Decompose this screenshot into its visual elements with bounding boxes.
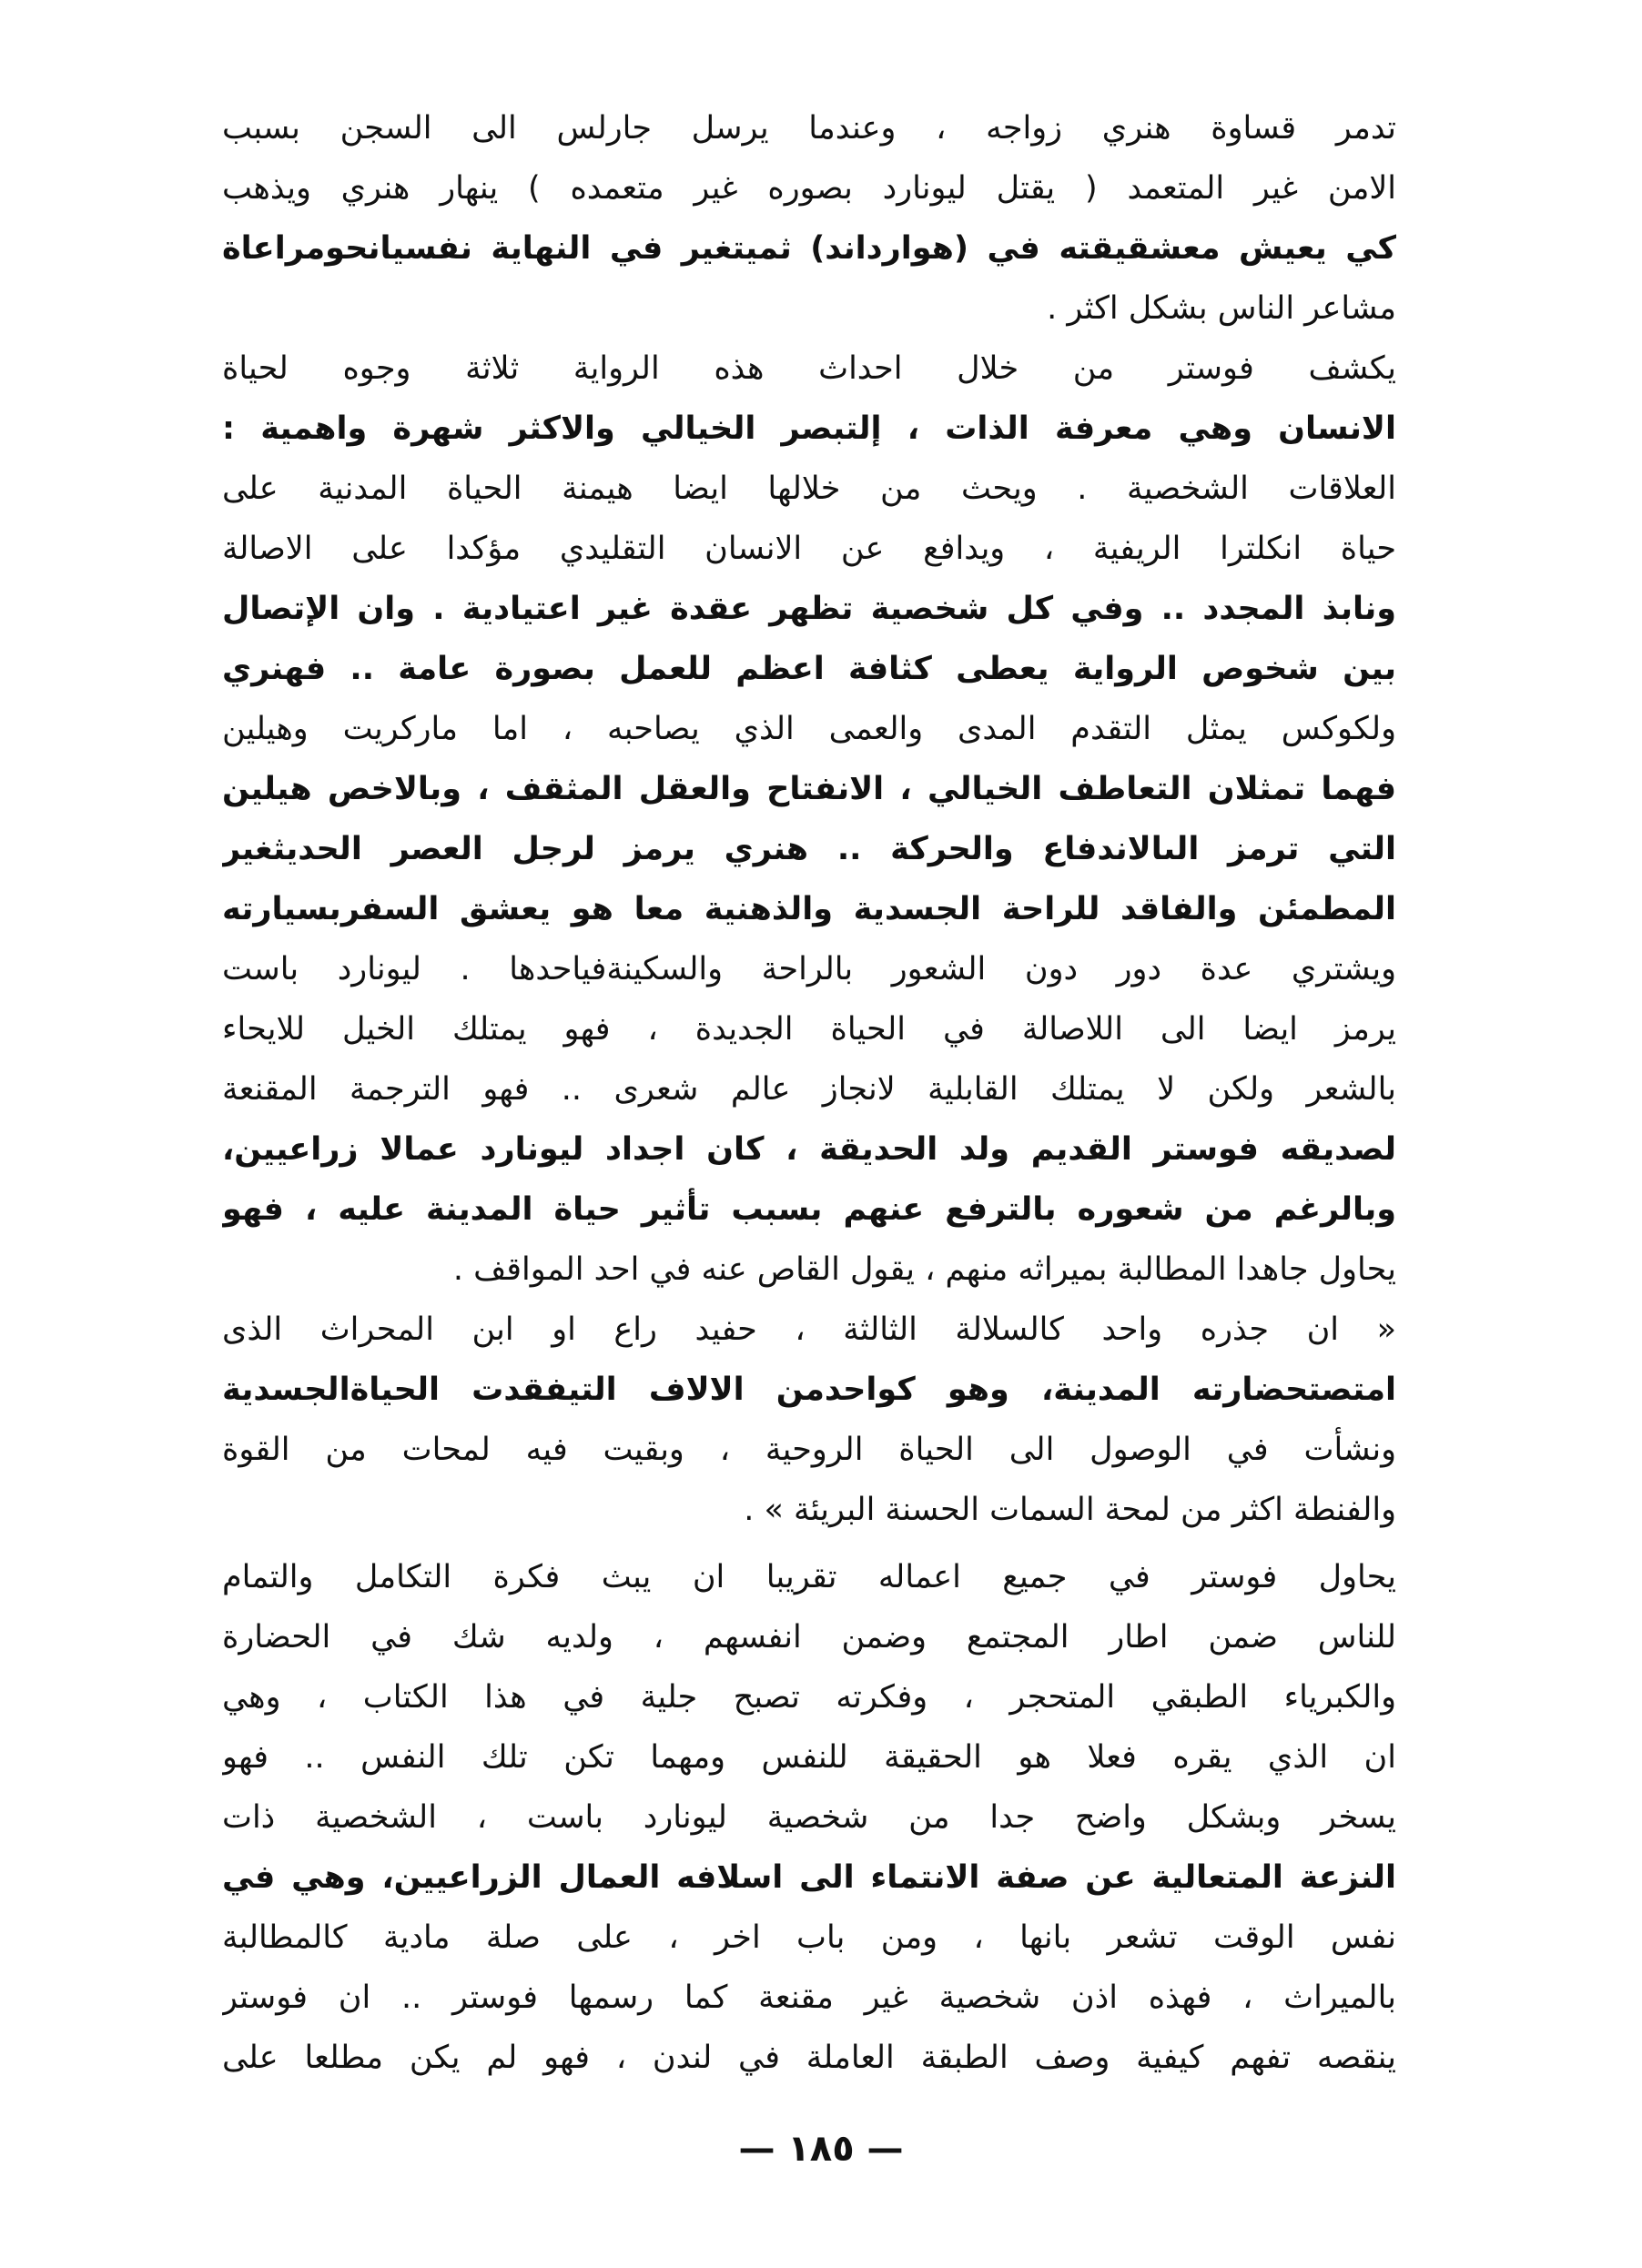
text-line: الامن غير المتعمد ( يقتل ليونارد بصوره غير متعمده ) ينهار هنري ويذهب — [222, 170, 1396, 207]
text-line: والكبرياء الطبقي المتحجر ، وفكرته تصبح جلية في هذا الكتاب ، وهي — [222, 1679, 1396, 1716]
text-line: يحاول جاهدا المطالبة بميراثه منهم ، يقول القاص عنه في احد المواقف . — [452, 1251, 1396, 1288]
text-line: النزعة المتعالية عن صفة الانتماء الى اسلافه العمال الزراعيين، وهي في — [222, 1859, 1396, 1896]
text-line: ويشتري عدة دور دون الشعور بالراحة والسكينةفياحدها . ليونارد باست — [222, 951, 1396, 987]
text-line: وبالرغم من شعوره بالترفع عنهم بسبب تأثير حياة المدينة عليه ، فهو — [222, 1191, 1396, 1228]
page-number: — ١٨٥ — — [738, 2128, 904, 2170]
text-line: ينقصه تفهم كيفية وصف الطبقة العاملة في لندن ، فهو لم يكن مطلعا على — [222, 2040, 1396, 2076]
text-line: ولكوكس يمثل التقدم المدى والعمى الذي يصاحبه ، اما ماركريت وهيلين — [222, 711, 1396, 747]
text-line: والفنطة اكثر من لمحة السمات الحسنة البريئة » . — [744, 1492, 1396, 1528]
text-line: بين شخوص الرواية يعطى كثافة اعظم للعمل بصورة عامة .. فهنري — [222, 651, 1396, 687]
paragraph-block-1 — [222, 98, 1396, 1540]
text-line: يكشف فوستر من خلال احداث هذه الرواية ثلاثة وجوه لحياة — [222, 350, 1396, 387]
text-line: العلاقات الشخصية . ويحث من خلالها ايضا هيمنة الحياة المدنية على — [222, 471, 1396, 507]
text-line: المطمئن والفاقد للراحة الجسدية والذهنية معا هو يعشق السفربسيارته — [222, 891, 1396, 927]
paragraph-block-2 — [222, 1547, 1396, 2088]
text-line: امتصتحضارته المدينة، وهو كواحدمن الالاف التيفقدت الحياةالجسدية — [222, 1372, 1396, 1408]
text-line: فهما تمثلان التعاطف الخيالي ، الانفتاح والعقل المثقف ، وبالاخص هيلين — [222, 771, 1396, 807]
text-line: لصديقه فوستر القديم ولد الحديقة ، كان اجداد ليونارد عمالا زراعيين، — [222, 1131, 1396, 1168]
text-line: ان الذي يقره فعلا هو الحقيقة للنفس ومهما تكن تلك النفس .. فهو — [222, 1739, 1396, 1776]
text-line: بالشعر ولكن لا يمتلك القابلية لانجاز عالم شعرى .. فهو الترجمة المقنعة — [222, 1071, 1396, 1108]
text-line: يرمز ايضا الى اللاصالة في الحياة الجديدة ، فهو يمتلك الخيل للايحاء — [222, 1011, 1396, 1048]
text-line: مشاعر الناس بشكل اكثر . — [1047, 290, 1396, 327]
text-line: يحاول فوستر في جميع اعماله تقريبا ان يبث فكرة التكامل والتمام — [222, 1559, 1396, 1595]
text-line: نفس الوقت تشعر بانها ، ومن باب اخر ، على صلة مادية كالمطالبة — [222, 1919, 1396, 1956]
text-line: حياة انكلترا الريفية ، ويدافع عن الانسان التقليدي مؤكدا على الاصالة — [222, 531, 1396, 567]
text-line: ونشأت في الوصول الى الحياة الروحية ، وبقيت فيه لمحات من القوة — [222, 1432, 1396, 1468]
text-line: كي يعيش معشقيقته في (هوارداند) ثميتغير في النهاية نفسيانحومراعاة — [222, 230, 1396, 267]
text-line: بالميراث ، فهذه اذن شخصية غير مقنعة كما رسمها فوستر .. ان فوستر — [222, 1979, 1396, 2016]
text-line: « ان جذره واحد كالسلالة الثالثة ، حفيد راع او ابن المحراث الذى — [222, 1311, 1396, 1348]
text-line: الانسان وهي معرفة الذات ، إلتبصر الخيالي والاكثر شهرة واهمية : — [222, 410, 1396, 447]
text-line: التي ترمز الىالاندفاع والحركة .. هنري يرمز لرجل العصر الحديثغير — [222, 831, 1396, 867]
text-line: للناس ضمن اطار المجتمع وضمن انفسهم ، ولديه شك في الحضارة — [222, 1619, 1396, 1655]
text-line: تدمر قساوة هنري زواجه ، وعندما يرسل جارلس الى السجن بسبب — [222, 110, 1396, 147]
text-line: يسخر وبشكل واضح جدا من شخصية ليونارد باست ، الشخصية ذات — [222, 1799, 1396, 1836]
text-line: ونابذ المجدد .. وفي كل شخصية تظهر عقدة غير اعتيادية . وان الإتصال — [222, 591, 1396, 627]
